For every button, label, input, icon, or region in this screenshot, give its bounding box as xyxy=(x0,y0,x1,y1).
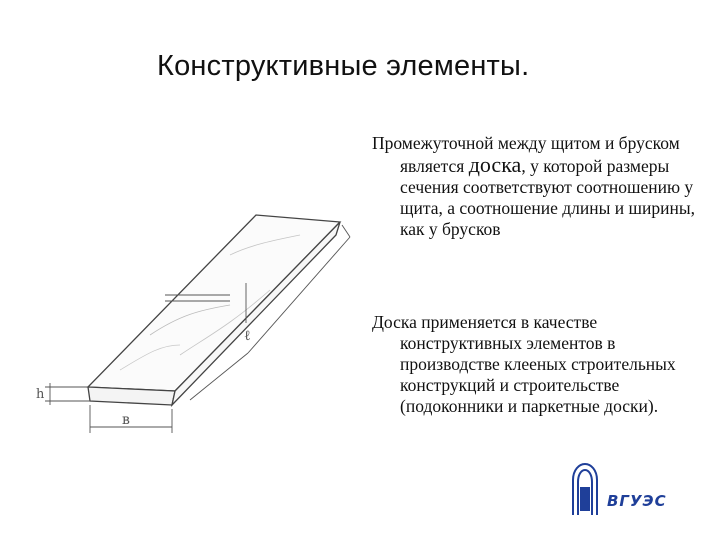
board-sketch xyxy=(30,195,370,440)
logo-emblem-icon xyxy=(573,464,597,515)
paragraph-definition xyxy=(372,133,702,240)
university-logo xyxy=(565,460,685,520)
paragraph-definition-emphasis: доска xyxy=(468,152,522,177)
logo-text: ВГУЭС xyxy=(607,492,667,510)
paragraph-definition-before: Промежуточной между щитом и бруском является xyxy=(372,133,680,176)
paragraph-usage xyxy=(372,312,702,417)
paragraph-usage-text: Доска применяется в качестве конструктивных элементов в производстве клееных строительных конструкций и строительстве (подоконники и паркетные доски). xyxy=(372,312,676,416)
label-h: h xyxy=(36,387,45,402)
slide-title: Конструктивные элементы. xyxy=(157,50,530,82)
label-l: ℓ xyxy=(244,328,251,344)
board-top-face xyxy=(88,215,340,391)
paragraph-definition-after: , у которой размеры сечения соответствуют соотношению у щита, а соотношение длины и ширины, как у брусков xyxy=(400,156,695,239)
label-b: в xyxy=(122,412,130,428)
